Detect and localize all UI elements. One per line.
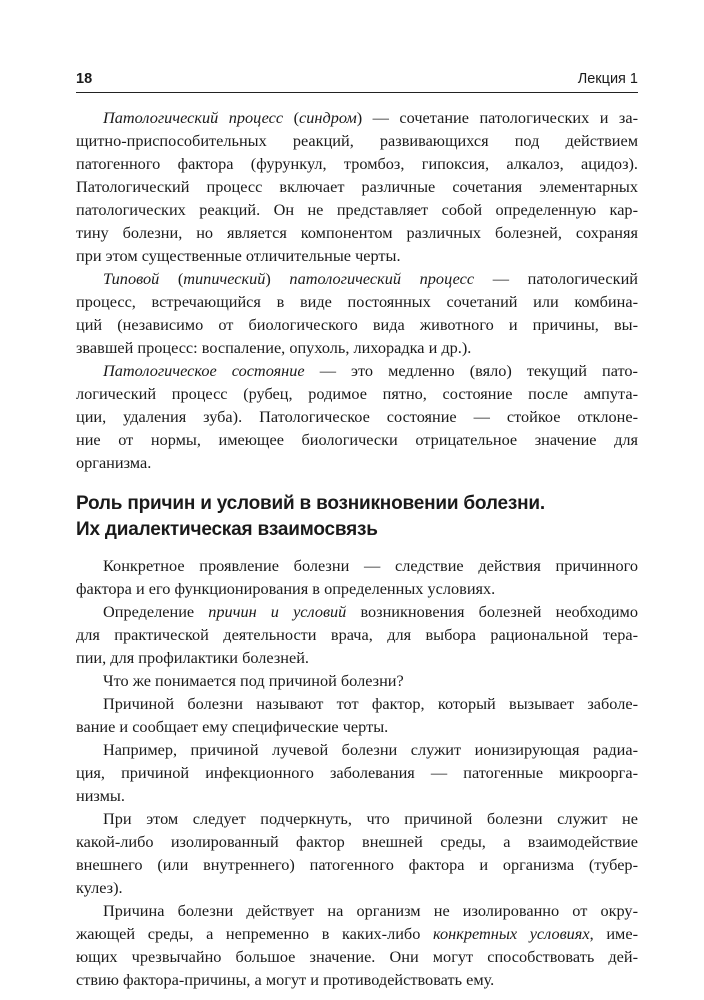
paragraph-line: [103, 268, 638, 290]
paragraph-line: патогенного фактора (фурункул, тромбоз, гипоксия, алкалоз, ацидоз).: [76, 154, 638, 173]
paragraph-line: кулез).: [76, 878, 123, 897]
paragraph-line: Например, причиной лучевой болезни служит ионизирующая радиа-: [103, 740, 638, 759]
text: Определение: [103, 602, 209, 621]
paragraph-line: патологических реакций. Он не представляет собой определенную кар-: [76, 200, 638, 219]
term: синдром: [299, 108, 357, 127]
term: причин и условий: [208, 602, 347, 621]
paragraph-line: ствию фактора-причины, а могут и противодействовать ему.: [76, 970, 495, 989]
paragraph-line: звавшей процесс: воспаление, опухоль, лихорадка и др.).: [76, 338, 472, 357]
text: ) — сочетание патологических и за-: [356, 108, 639, 127]
paragraph-line: ция, причиной инфекционного заболевания — патогенные микроорга-: [76, 763, 638, 782]
paragraph-line: ции, удаления зуба). Патологическое состояние — стойкое отклоне-: [76, 407, 638, 426]
paragraph-line: Конкретное проявление болезни — следствие действия причинного: [103, 556, 638, 575]
paragraph-line: логический процесс (рубец, родимое пятно, состояние после ампута-: [76, 384, 638, 403]
paragraph-line: [76, 923, 638, 945]
paragraph-line: фактора и его функционирования в определенных условиях.: [76, 579, 496, 598]
text: возникновения болезней необходимо: [346, 602, 638, 621]
running-head: Лекция 1: [577, 71, 638, 87]
paragraph-line: Причина болезни действует на организм не изолированно от окру-: [103, 901, 638, 920]
paragraph-line: для практической деятельности врача, для выбора рациональной тера-: [76, 625, 638, 644]
paragraph-line: ющих чрезвычайно большое значение. Они могут способствовать дей-: [76, 947, 638, 966]
paragraph-line: при этом существенные отличительные черты.: [76, 246, 401, 265]
text: ): [265, 269, 290, 288]
paragraph-line: Патологический процесс включает различные сочетания элементарных: [76, 177, 638, 196]
paragraph-line: какой-либо изолированный фактор внешней среды, а взаимодействие: [76, 832, 638, 851]
section-heading: Их диалектическая взаимосвязь: [76, 519, 378, 540]
term: типический: [183, 269, 266, 288]
paragraph-line: внешнего (или внутреннего) патогенного фактора и организма (тубер-: [76, 855, 638, 874]
paragraph-line: [103, 107, 638, 129]
page-number: 18: [76, 71, 93, 87]
text: — это медленно (вяло) текущий пато-: [304, 361, 638, 380]
term: Патологическое состояние: [103, 361, 305, 380]
term: Патологический процесс: [103, 108, 284, 127]
paragraph-line: [103, 601, 638, 623]
text: (: [159, 269, 184, 288]
paragraph-line: Что же понимается под причиной болезни?: [103, 671, 404, 690]
term: патологический процесс: [289, 269, 475, 288]
paragraph-line: вание и сообщает ему специфические черты.: [76, 717, 389, 736]
section-heading: Роль причин и условий в возникновении болезни.: [76, 493, 545, 514]
text: — патологический: [474, 269, 638, 288]
paragraph-line: тину болезни, но является компонентом различных болезней, сохраняя: [76, 223, 638, 242]
paragraph-line: процесс, встречающийся в виде постоянных сочетаний или комбина-: [76, 292, 638, 311]
paragraph-line: Причиной болезни называют тот фактор, который вызывает заболе-: [103, 694, 638, 713]
text: (: [283, 108, 300, 127]
text: жающей среды, а непременно в каких-либо: [76, 924, 433, 943]
header-rule: [76, 92, 638, 93]
paragraph-line: [103, 360, 638, 382]
page-header: [76, 71, 638, 91]
text: , име-: [589, 924, 638, 943]
term: конкретных условиях: [433, 924, 590, 943]
term: Типовой: [103, 269, 160, 288]
paragraph-line: При этом следует подчеркнуть, что причиной болезни служит не: [103, 809, 638, 828]
paragraph-line: организма.: [76, 453, 152, 472]
paragraph-line: ций (независимо от биологического вида животного и причины, вы-: [76, 315, 638, 334]
paragraph-line: низмы.: [76, 786, 125, 805]
paragraph-line: пии, для профилактики болезней.: [76, 648, 309, 667]
paragraph-line: щитно-приспособительных реакций, развивающихся под действием: [76, 131, 638, 150]
paragraph-line: ние от нормы, имеющее биологически отрицательное значение для: [76, 430, 638, 449]
